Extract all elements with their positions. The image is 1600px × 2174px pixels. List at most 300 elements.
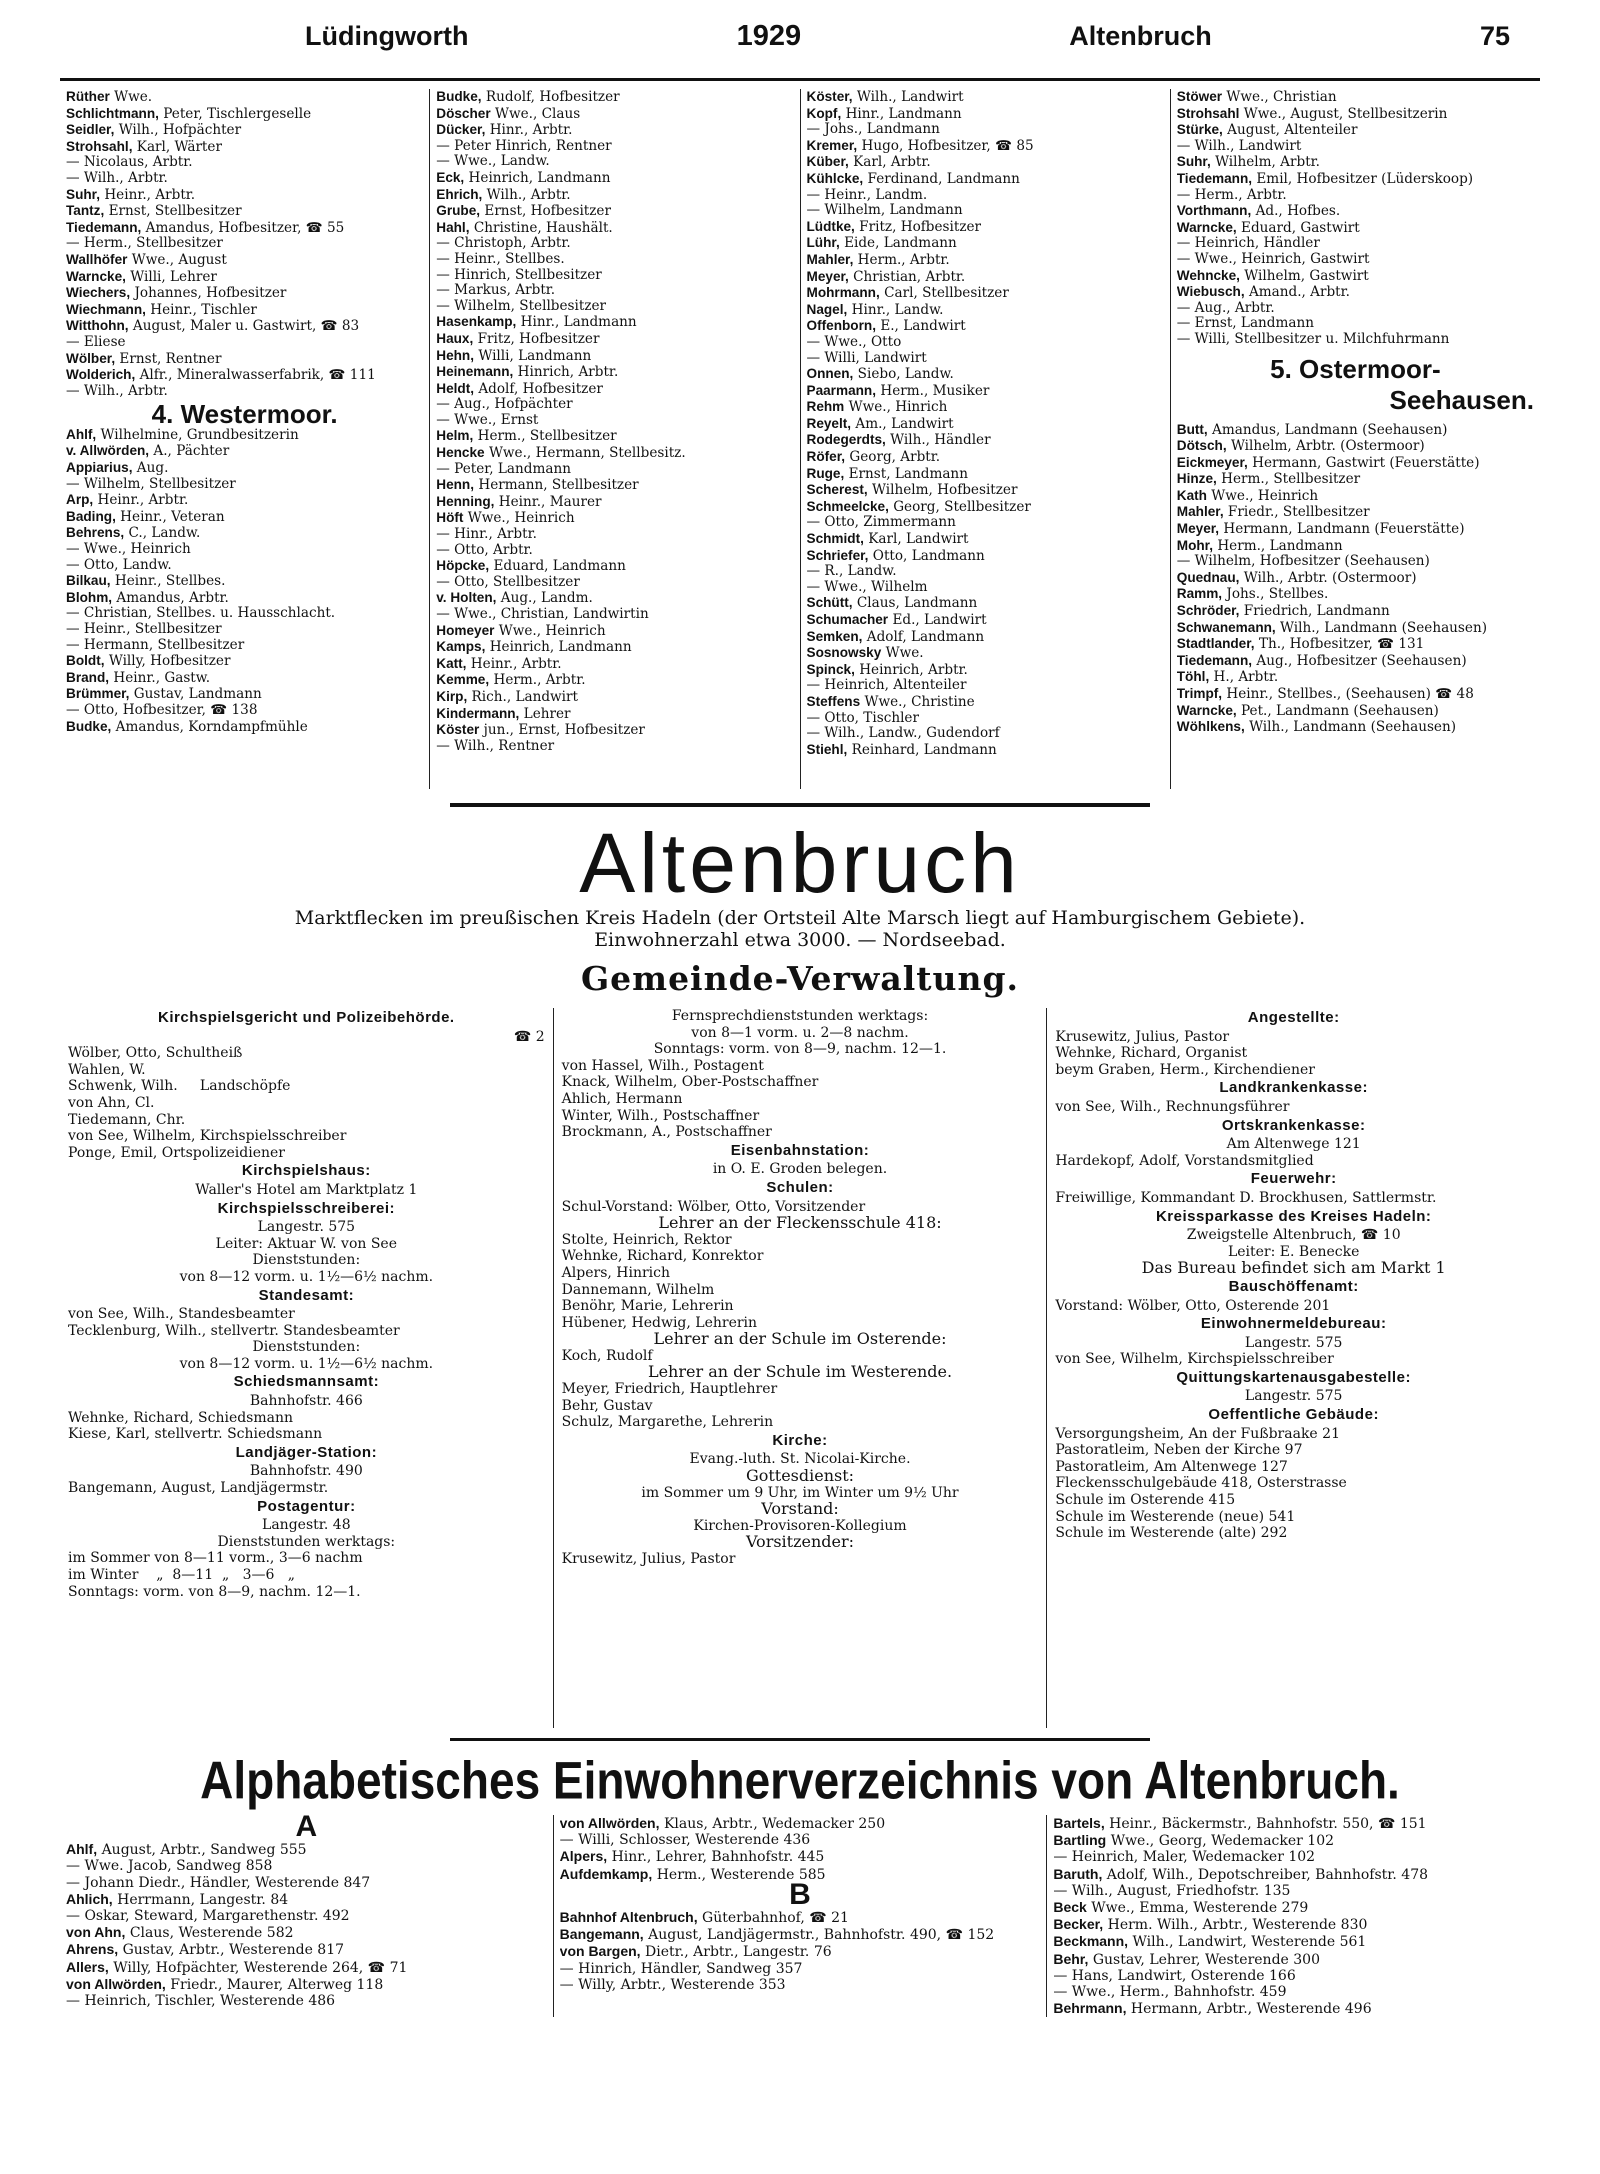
entry-detail: Fritz, Hofbesitzer bbox=[859, 218, 982, 235]
entry-detail: — Wilhelm, Landmann bbox=[806, 203, 963, 219]
entry-detail: Wilh., Arbtr. bbox=[486, 186, 571, 203]
entry-detail: Christian, Arbtr. bbox=[853, 268, 966, 285]
entry bbox=[66, 606, 423, 622]
entry-detail: — R., Landw. bbox=[806, 564, 897, 580]
entry-detail: Friedr., Maurer, Alterweg 118 bbox=[170, 1976, 384, 1993]
entry bbox=[66, 686, 423, 703]
entry-detail: — Heinr., Stellbesitzer bbox=[66, 622, 222, 637]
entry bbox=[807, 726, 1164, 742]
entry bbox=[66, 670, 423, 687]
entry-name: Bading, bbox=[66, 508, 116, 524]
office-line: Wölber, Otto, Schultheiß bbox=[68, 1045, 243, 1062]
entry-detail: Aug., Hofbesitzer (Seehausen) bbox=[1256, 652, 1467, 669]
entry bbox=[1053, 1899, 1534, 1916]
entry-detail: — Willi, Landwirt bbox=[806, 350, 927, 366]
entry bbox=[1177, 89, 1534, 106]
office-heading: Postagentur: bbox=[257, 1497, 356, 1515]
resident-columns bbox=[60, 89, 1540, 789]
entry-name: Kindermann, bbox=[436, 705, 520, 721]
entry-name: Spinck, bbox=[806, 661, 855, 677]
entry-detail: H., Arbtr. bbox=[1213, 669, 1279, 686]
entry bbox=[436, 543, 793, 559]
entry-detail: — Christoph, Arbtr. bbox=[436, 236, 571, 252]
entry bbox=[436, 314, 793, 331]
entry-name: Kopf, bbox=[806, 105, 842, 121]
entry-detail: Hermann, Arbtr., Westerende 496 bbox=[1130, 2001, 1372, 2018]
entry bbox=[1177, 488, 1534, 505]
entry bbox=[807, 531, 1164, 548]
entry-detail: Güterbahnhof, ☎ 21 bbox=[702, 1910, 849, 1927]
entry bbox=[1177, 554, 1534, 570]
office-heading: Kirche: bbox=[772, 1431, 828, 1449]
entry-detail: Amandus, Korndampfmühle bbox=[115, 718, 308, 735]
entry bbox=[436, 590, 793, 607]
entry-detail: — Wilhelm, Stellbesitzer bbox=[66, 476, 236, 492]
entry bbox=[1177, 703, 1534, 720]
office-line: Tecklenburg, Wilh., stellvertr. Standesbeamter bbox=[68, 1322, 400, 1339]
entry bbox=[436, 575, 793, 591]
office-subheading: Lehrer an der Fleckensschule 418: bbox=[658, 1213, 942, 1233]
office-line: Ahlich, Hermann bbox=[561, 1090, 683, 1107]
office-line: Leiter: E. Benecke bbox=[1227, 1243, 1360, 1260]
entry bbox=[1177, 538, 1534, 555]
entry-name: Tantz, bbox=[66, 203, 105, 219]
entry bbox=[436, 203, 793, 220]
entry-detail: — Markus, Arbtr. bbox=[436, 283, 556, 299]
entry bbox=[66, 89, 423, 106]
entry-detail: Herm., Landmann bbox=[1217, 537, 1343, 554]
entry bbox=[1177, 188, 1534, 204]
entry bbox=[807, 351, 1164, 367]
entry bbox=[66, 1841, 547, 1858]
entry bbox=[807, 383, 1164, 400]
entry bbox=[66, 443, 423, 460]
office-line: Ponge, Emil, Ortspolizeidiener bbox=[68, 1144, 285, 1161]
entry-name: Homeyer bbox=[436, 622, 495, 638]
entry-name: Rodegerdts, bbox=[806, 432, 886, 448]
office-line: Brockmann, A., Postschaffner bbox=[561, 1124, 772, 1141]
entry-name: Ahlf, bbox=[66, 1841, 98, 1858]
entry-detail: — Wwe., Heinrich, Gastwirt bbox=[1176, 251, 1370, 267]
entry bbox=[66, 542, 423, 558]
entry-detail: E., Landwirt bbox=[880, 318, 966, 335]
office-line: Dienststunden: bbox=[252, 1339, 361, 1356]
office-line: von See, Wilhelm, Kirchspielsschreiber bbox=[1055, 1351, 1334, 1368]
entry-name: Rehm bbox=[806, 399, 845, 415]
entry-name: Küber, bbox=[806, 154, 849, 170]
entry-name: Schlichtmann, bbox=[66, 105, 159, 121]
entry-name: Kemme, bbox=[436, 672, 490, 688]
entry-detail: Wwe., Hinrich bbox=[848, 399, 948, 416]
entry bbox=[66, 1976, 547, 1993]
header-year: 1929 bbox=[736, 20, 802, 52]
office-line: Hübener, Hedwig, Lehrerin bbox=[561, 1314, 758, 1331]
entry-detail: Gustav, Arbtr., Westerende 817 bbox=[122, 1942, 345, 1959]
entry bbox=[66, 139, 423, 156]
entry bbox=[66, 220, 423, 237]
entry-detail: Am., Landwirt bbox=[855, 415, 954, 432]
entry bbox=[1053, 1866, 1534, 1883]
entry-name: Ehrich, bbox=[436, 186, 483, 202]
entry bbox=[560, 1909, 1041, 1926]
entry-detail: Adolf, Hofbesitzer bbox=[478, 380, 603, 397]
office-subheading: Lehrer an der Schule im Westerende. bbox=[647, 1362, 953, 1382]
office-line: im Sommer um 9 Uhr, im Winter um 9½ Uhr bbox=[641, 1484, 959, 1501]
directory-column-3 bbox=[1046, 1815, 1540, 2017]
office-line: Schule im Westerende (neue) 541 bbox=[1055, 1508, 1296, 1525]
entry bbox=[66, 122, 423, 139]
entry-detail: — Herm., Stellbesitzer bbox=[66, 236, 223, 252]
entry-detail: Gustav, Landmann bbox=[133, 686, 262, 703]
office-heading: Oeffentliche Gebäude: bbox=[1208, 1406, 1379, 1424]
entry bbox=[66, 106, 423, 123]
entry-detail: Herm. Wilh., Arbtr., Westerende 830 bbox=[1107, 1917, 1368, 1934]
entry-name: Heinemann, bbox=[436, 364, 514, 380]
entry bbox=[436, 299, 793, 315]
entry bbox=[66, 1908, 547, 1924]
entry-detail: Heinr., Arbtr. bbox=[104, 186, 196, 203]
entry bbox=[807, 564, 1164, 580]
entry-detail: Hinrich, Arbtr. bbox=[517, 364, 619, 381]
entry-detail: Karl, Landwirt bbox=[868, 531, 969, 548]
admin-column-2 bbox=[553, 1008, 1047, 1728]
office-line: Schul-Vorstand: Wölber, Otto, Vorsitzender bbox=[561, 1198, 866, 1215]
entry bbox=[436, 139, 793, 155]
entry-name: Butt, bbox=[1176, 421, 1208, 437]
entry bbox=[436, 558, 793, 575]
entry-name: Schütt, bbox=[806, 595, 853, 611]
entry bbox=[1177, 603, 1534, 620]
entry bbox=[807, 678, 1164, 694]
entry-detail: Wwe., Heinrich bbox=[498, 622, 606, 639]
entry-name: Bartels, bbox=[1053, 1815, 1105, 1831]
town-title: Altenbruch bbox=[579, 816, 1021, 910]
entry-detail: Christine, Haushält. bbox=[473, 219, 613, 236]
entry-name: Appiarius, bbox=[66, 460, 133, 476]
entry-name: Schriefer, bbox=[806, 547, 869, 563]
office-subheading: Das Bureau befindet sich am Markt 1 bbox=[1141, 1258, 1446, 1278]
entry bbox=[807, 302, 1164, 319]
divider bbox=[450, 803, 1150, 807]
entry bbox=[66, 1993, 547, 2009]
entry-detail: Wilhelm, Hofbesitzer bbox=[872, 482, 1018, 499]
entry-detail: August, Altenteiler bbox=[1227, 122, 1358, 139]
entry bbox=[66, 719, 423, 736]
entry-name: Hahl, bbox=[436, 219, 470, 235]
office-line: Langestr. 48 bbox=[262, 1517, 351, 1534]
entry bbox=[807, 285, 1164, 302]
entry-name: Brümmer, bbox=[66, 686, 130, 702]
entry bbox=[1177, 139, 1534, 155]
entry-detail: Klaus, Arbtr., Wedemacker 250 bbox=[663, 1816, 886, 1832]
entry-name: Quednau, bbox=[1176, 569, 1240, 585]
entry-detail: Reinhard, Landmann bbox=[851, 741, 997, 758]
entry-detail: — Heinrich, Händler bbox=[1176, 236, 1320, 252]
entry bbox=[66, 1891, 547, 1908]
entry bbox=[436, 252, 793, 268]
entry bbox=[1053, 1832, 1534, 1849]
header-rule bbox=[60, 78, 1540, 81]
entry bbox=[66, 203, 423, 220]
entry bbox=[66, 653, 423, 670]
entry-detail: — Wwe., Ernst bbox=[436, 412, 539, 428]
entry-detail: Wilh., Landmann (Seehausen) bbox=[1280, 619, 1488, 636]
entry bbox=[66, 622, 423, 638]
entry bbox=[807, 612, 1164, 629]
entry-detail: Th., Hofbesitzer, ☎ 131 bbox=[1258, 636, 1425, 653]
entry bbox=[66, 318, 423, 335]
entry bbox=[66, 573, 423, 590]
entry bbox=[66, 427, 423, 444]
entry bbox=[560, 1926, 1041, 1943]
entry bbox=[807, 515, 1164, 531]
entry-detail: — Eliese bbox=[66, 334, 126, 350]
entry-detail: Willi, Landmann bbox=[478, 347, 592, 364]
office-line: Pastoratleim, Am Altenwege 127 bbox=[1055, 1458, 1288, 1475]
entry bbox=[807, 466, 1164, 483]
entry-name: Suhr, bbox=[66, 186, 100, 202]
entry bbox=[1053, 1883, 1534, 1899]
entry-name: Stadtlander, bbox=[1176, 636, 1255, 652]
entry bbox=[436, 477, 793, 494]
entry-detail: Heinr., Stellbes. bbox=[114, 573, 226, 590]
entry-detail: Emil, Hofbesitzer (Lüderskoop) bbox=[1256, 170, 1474, 187]
entry-detail: — Willi, Stellbesitzer u. Milchfuhrmann bbox=[1176, 331, 1450, 347]
entry-name: Nagel, bbox=[806, 301, 848, 317]
entry-detail: Heinr., Arbtr. bbox=[470, 655, 562, 672]
entry-detail: — Peter Hinrich, Rentner bbox=[436, 138, 612, 154]
entry-detail: Rich., Landwirt bbox=[471, 688, 578, 705]
entry-name: Boldt, bbox=[66, 653, 105, 669]
entry bbox=[66, 1924, 547, 1941]
entry bbox=[807, 219, 1164, 236]
entry-detail: Ernst, Hofbesitzer bbox=[484, 203, 611, 220]
entry-name: Sosnowsky bbox=[806, 645, 882, 661]
entry-detail: — Aug., Arbtr. bbox=[1176, 300, 1275, 316]
entry-detail: — Wilh., Landw., Gudendorf bbox=[806, 726, 1000, 742]
entry-detail: — Heinrich, Maler, Wedemacker 102 bbox=[1053, 1849, 1316, 1866]
entry bbox=[66, 1875, 547, 1891]
entry-detail: Heinr., Gastw. bbox=[113, 669, 211, 686]
entry-detail: Hinr., Lehrer, Bahnhofstr. 445 bbox=[611, 1849, 825, 1866]
entry-detail: — Heinr., Stellbes. bbox=[436, 251, 565, 267]
entry bbox=[66, 187, 423, 204]
entry-name: Beckmann, bbox=[1053, 1933, 1129, 1950]
entry-name: von Bargen, bbox=[559, 1943, 641, 1960]
entry-detail: Alfr., Mineralwasserfabrik, ☎ 111 bbox=[139, 367, 376, 384]
office-line: Bahnhofstr. 490 bbox=[249, 1463, 363, 1480]
entry-detail: Herm., Arbtr. bbox=[493, 672, 586, 689]
office-heading: Kirchspielshaus: bbox=[241, 1162, 371, 1180]
entry-detail: Wwe., Heinrich bbox=[467, 510, 575, 527]
entry bbox=[807, 416, 1164, 433]
entry-detail: Wwe., Claus bbox=[494, 105, 581, 122]
entry-detail: — Heinr., Landm. bbox=[806, 187, 928, 203]
entry-detail: — Wwe., Herm., Bahnhofstr. 459 bbox=[1053, 1984, 1287, 2001]
entry bbox=[66, 285, 423, 302]
entry bbox=[436, 89, 793, 106]
entry-detail: — Wwe., Otto bbox=[806, 334, 902, 350]
office-line: im Sommer von 8—11 vorm., 3—6 nachm bbox=[68, 1550, 363, 1567]
entry-detail: — Wilh., August, Friedhofstr. 135 bbox=[1053, 1882, 1291, 1899]
entry-detail: Gustav, Lehrer, Westerende 300 bbox=[1092, 1951, 1320, 1968]
entry-detail: Heinr., Stellbes., (Seehausen) ☎ 48 bbox=[1226, 686, 1474, 702]
entry-detail: Heinr., Arbtr. bbox=[97, 492, 189, 509]
entry-detail: Johs., Stellbes. bbox=[1226, 586, 1329, 603]
entry-detail: — Otto, Zimmermann bbox=[806, 515, 956, 531]
entry-name: Stöwer bbox=[1176, 89, 1223, 104]
entry-detail: — Hermann, Stellbesitzer bbox=[66, 637, 245, 653]
entry-name: Behrmann, bbox=[1053, 2000, 1127, 2017]
entry-name: Stiehl, bbox=[806, 741, 848, 757]
entry-detail: Amandus, Arbtr. bbox=[116, 589, 229, 606]
entry bbox=[1177, 570, 1534, 587]
entry bbox=[436, 397, 793, 413]
entry bbox=[436, 364, 793, 381]
office-line: Schule im Osterende 415 bbox=[1055, 1492, 1236, 1509]
entry-detail: Hugo, Hofbesitzer, ☎ 85 bbox=[861, 137, 1034, 154]
entry-name: Arp, bbox=[66, 492, 94, 508]
entry-detail: Wwe., Hermann, Stellbesitz. bbox=[488, 445, 686, 462]
office-heading: Landjäger-Station: bbox=[235, 1443, 378, 1461]
entry-detail: Wilh., Landmann (Seehausen) bbox=[1249, 719, 1457, 736]
directory-title: Alphabetisches Einwohnerverzeichnis von Altenbruch. bbox=[200, 1750, 1400, 1810]
entry-detail: Hermann, Stellbesitzer bbox=[478, 477, 639, 494]
office-heading: Ortskrankenkasse: bbox=[1221, 1116, 1366, 1134]
entry-detail: Hermann, Landmann (Feuerstätte) bbox=[1223, 521, 1465, 538]
entry-name: Lüdtke, bbox=[806, 218, 855, 234]
office-line: Benöhr, Marie, Lehrerin bbox=[561, 1298, 734, 1315]
section-heading-line: 5. Ostermoor- bbox=[1270, 353, 1441, 384]
entry-detail: Heinrich, Landmann bbox=[468, 169, 611, 186]
resident-column-2 bbox=[429, 89, 799, 789]
entry-detail: — Otto, Tischler bbox=[806, 710, 919, 726]
entry-detail: Wwe. bbox=[114, 89, 153, 105]
entry bbox=[66, 1941, 547, 1958]
entry-name: Stürke, bbox=[1176, 122, 1223, 138]
entry-detail: Hinr., Landmann bbox=[845, 105, 962, 122]
office-line: Dienststunden: bbox=[252, 1252, 361, 1269]
entry-name: Meyer, bbox=[806, 268, 849, 284]
entry-detail: — Nicolaus, Arbtr. bbox=[66, 155, 193, 171]
office-heading: Schiedsmannsamt: bbox=[233, 1373, 380, 1391]
entry-name: Bilkau, bbox=[66, 573, 111, 589]
entry bbox=[66, 509, 423, 526]
entry-name: von Ahn, bbox=[66, 1924, 126, 1941]
office-line: von Ahn, Cl. bbox=[68, 1094, 155, 1111]
entry-detail: Aug. bbox=[136, 460, 169, 477]
entry bbox=[807, 499, 1164, 516]
header-left: Lüdingworth bbox=[305, 21, 469, 51]
entry bbox=[1053, 1968, 1534, 1984]
entry-name: Wehncke, bbox=[1176, 267, 1240, 283]
entry bbox=[436, 739, 793, 755]
entry-name: Tiedemann, bbox=[1176, 170, 1253, 186]
entry-detail: Friedr., Stellbesitzer bbox=[1227, 504, 1370, 521]
office-heading: Einwohnermeldebureau: bbox=[1200, 1315, 1387, 1333]
entry-name: Köster bbox=[436, 722, 480, 738]
entry bbox=[1053, 1815, 1534, 1832]
office-line: Alpers, Hinrich bbox=[561, 1264, 671, 1281]
page-header bbox=[305, 20, 1510, 72]
entry bbox=[807, 335, 1164, 351]
entry-detail: Dietr., Arbtr., Langestr. 76 bbox=[645, 1944, 832, 1961]
entry-detail: Claus, Landmann bbox=[856, 595, 978, 612]
entry-detail: Wilh., Händler bbox=[890, 432, 991, 449]
entry-detail: — Johs., Landmann bbox=[806, 122, 940, 138]
entry-detail: Wwe., Emma, Westerende 279 bbox=[1091, 1900, 1309, 1917]
entry bbox=[1177, 471, 1534, 488]
entry-detail: — Oskar, Steward, Margarethenstr. 492 bbox=[66, 1908, 350, 1925]
entry-detail: Carl, Stellbesitzer bbox=[884, 285, 1009, 302]
entry-detail: Willy, Hofpächter, Westerende 264, ☎ 71 bbox=[113, 1959, 408, 1976]
entry bbox=[807, 106, 1164, 123]
entry bbox=[436, 428, 793, 445]
entry-detail: — Peter, Landmann bbox=[436, 461, 571, 477]
entry-name: Mohrmann, bbox=[806, 285, 880, 301]
entry bbox=[436, 331, 793, 348]
section-heading-line: Seehausen. bbox=[1389, 384, 1534, 415]
entry-detail: Aug., Landm. bbox=[500, 590, 593, 607]
entry bbox=[66, 269, 423, 286]
entry-detail: — Wwe., Wilhelm bbox=[806, 579, 928, 595]
office-heading: Standesamt: bbox=[258, 1286, 355, 1304]
office-line: Leiter: Aktuar W. von See bbox=[215, 1235, 398, 1252]
entry-detail: Georg, Arbtr. bbox=[849, 449, 941, 466]
entry bbox=[807, 482, 1164, 499]
entry-detail: Herrmann, Langestr. 84 bbox=[117, 1891, 289, 1908]
entry-name: Hehn, bbox=[436, 347, 475, 363]
entry bbox=[436, 283, 793, 299]
entry bbox=[1177, 220, 1534, 237]
entry-name: Kirp, bbox=[436, 688, 468, 704]
entry-name: Bangemann, bbox=[559, 1926, 644, 1943]
entry-detail: — Hans, Landwirt, Osterende 166 bbox=[1053, 1967, 1296, 1984]
entry bbox=[436, 656, 793, 673]
entry bbox=[436, 722, 793, 739]
entry-name: Offenborn, bbox=[806, 318, 876, 334]
entry-name: Haux, bbox=[436, 330, 474, 346]
entry-detail: Herm., Stellbesitzer bbox=[1221, 471, 1361, 488]
entry-name: Schumacher bbox=[806, 612, 889, 627]
entry-detail: Herm., Arbtr. bbox=[857, 251, 950, 268]
entry-name: Ramm, bbox=[1176, 586, 1223, 602]
letter-heading: B bbox=[789, 1877, 811, 1911]
entry bbox=[1053, 2000, 1534, 2017]
entry-name: v. Allwörden, bbox=[66, 443, 150, 459]
office-heading: Angestellte: bbox=[1247, 1009, 1340, 1026]
office-line: Koch, Rudolf bbox=[561, 1347, 653, 1364]
entry-name: Behrens, bbox=[66, 525, 125, 541]
entry bbox=[436, 689, 793, 706]
entry-detail: Otto, Landmann bbox=[872, 547, 985, 564]
entry bbox=[436, 623, 793, 640]
entry-name: Bahnhof Altenbruch, bbox=[559, 1909, 698, 1926]
entry bbox=[1177, 106, 1534, 123]
office-line: von See, Wilh., Standesbeamter bbox=[68, 1306, 295, 1323]
entry bbox=[66, 460, 423, 477]
entry bbox=[66, 335, 423, 351]
entry-detail: Herm., Musiker bbox=[880, 382, 990, 399]
entry-detail: Siebo, Landw. bbox=[857, 366, 954, 383]
entry-name: Warncke, bbox=[1176, 702, 1237, 718]
entry-detail: Heinr., Tischler bbox=[150, 301, 257, 318]
entry-detail: — Wilh., Rentner bbox=[436, 738, 555, 754]
entry-name: Steffens bbox=[806, 693, 861, 709]
entry bbox=[1177, 422, 1534, 439]
entry bbox=[1053, 1933, 1534, 1950]
resident-column-3 bbox=[800, 89, 1170, 789]
